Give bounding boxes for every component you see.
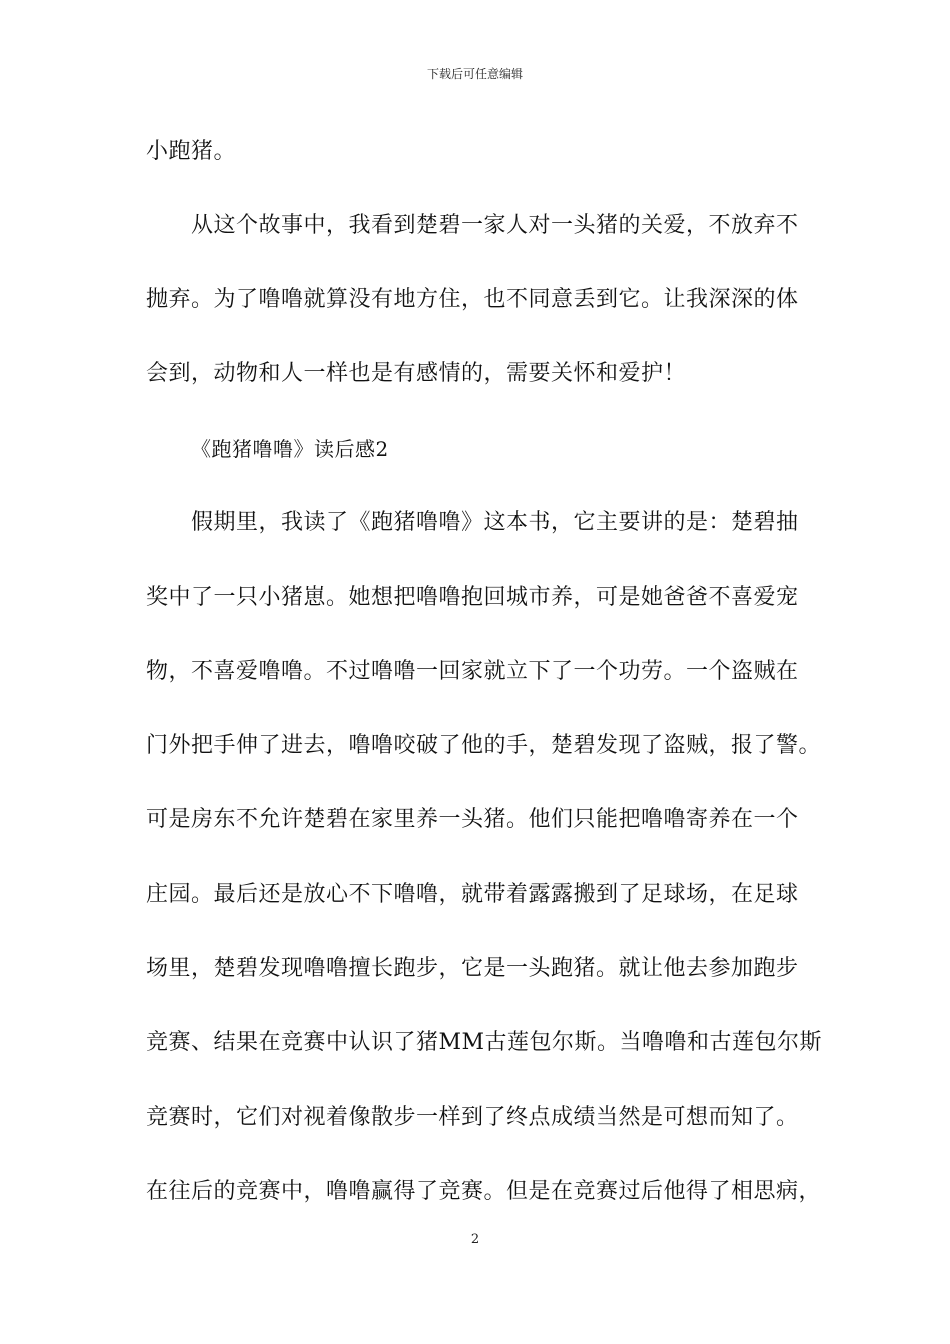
text-line: 在往后的竞赛中，噜噜赢得了竞赛。但是在竞赛过后他得了相思病， (146, 1179, 822, 1204)
text-line: 奖中了一只小猪崽。她想把噜噜抱回城市养，可是她爸爸不喜爱宠 (146, 585, 799, 610)
section-title: 《跑猪噜噜》读后感2 (191, 437, 389, 461)
text-line: 可是房东不允许楚碧在家里养一头猪。他们只能把噜噜寄养在一个 (146, 807, 799, 832)
text-line: 物，不喜爱噜噜。不过噜噜一回家就立下了一个功劳。一个盗贼在 (146, 659, 799, 684)
text-line: 竞赛、结果在竞赛中认识了猪MM古莲包尔斯。当噜噜和古莲包尔斯 (146, 1030, 823, 1055)
text-line: 小跑猪。 (146, 139, 237, 164)
page-header: 下载后可任意编辑 (426, 67, 523, 81)
page-number: 2 (470, 1232, 480, 1247)
text-line: 竞赛时，它们对视着像散步一样到了终点成绩当然是可想而知了。 (146, 1105, 799, 1130)
text-line: 门外把手伸了进去，噜噜咬破了他的手，楚碧发现了盗贼，报了警。 (146, 733, 822, 758)
text-line: 场里，楚碧发现噜噜擅长跑步，它是一头跑猪。就让他去参加跑步 (146, 956, 799, 981)
paragraph-start-line: 从这个故事中，我看到楚碧一家人对一头猪的关爱，不放弃不 (191, 213, 799, 238)
paragraph-start-line: 假期里，我读了《跑猪噜噜》这本书，它主要讲的是：楚碧抽 (191, 510, 799, 535)
text-line: 庄园。最后还是放心不下噜噜，就带着露露搬到了足球场，在足球 (146, 882, 799, 907)
text-line: 抛弃。为了噜噜就算没有地方住，也不同意丢到它。让我深深的体 (146, 287, 799, 312)
text-line: 会到，动物和人一样也是有感情的，需要关怀和爱护！ (146, 361, 687, 386)
